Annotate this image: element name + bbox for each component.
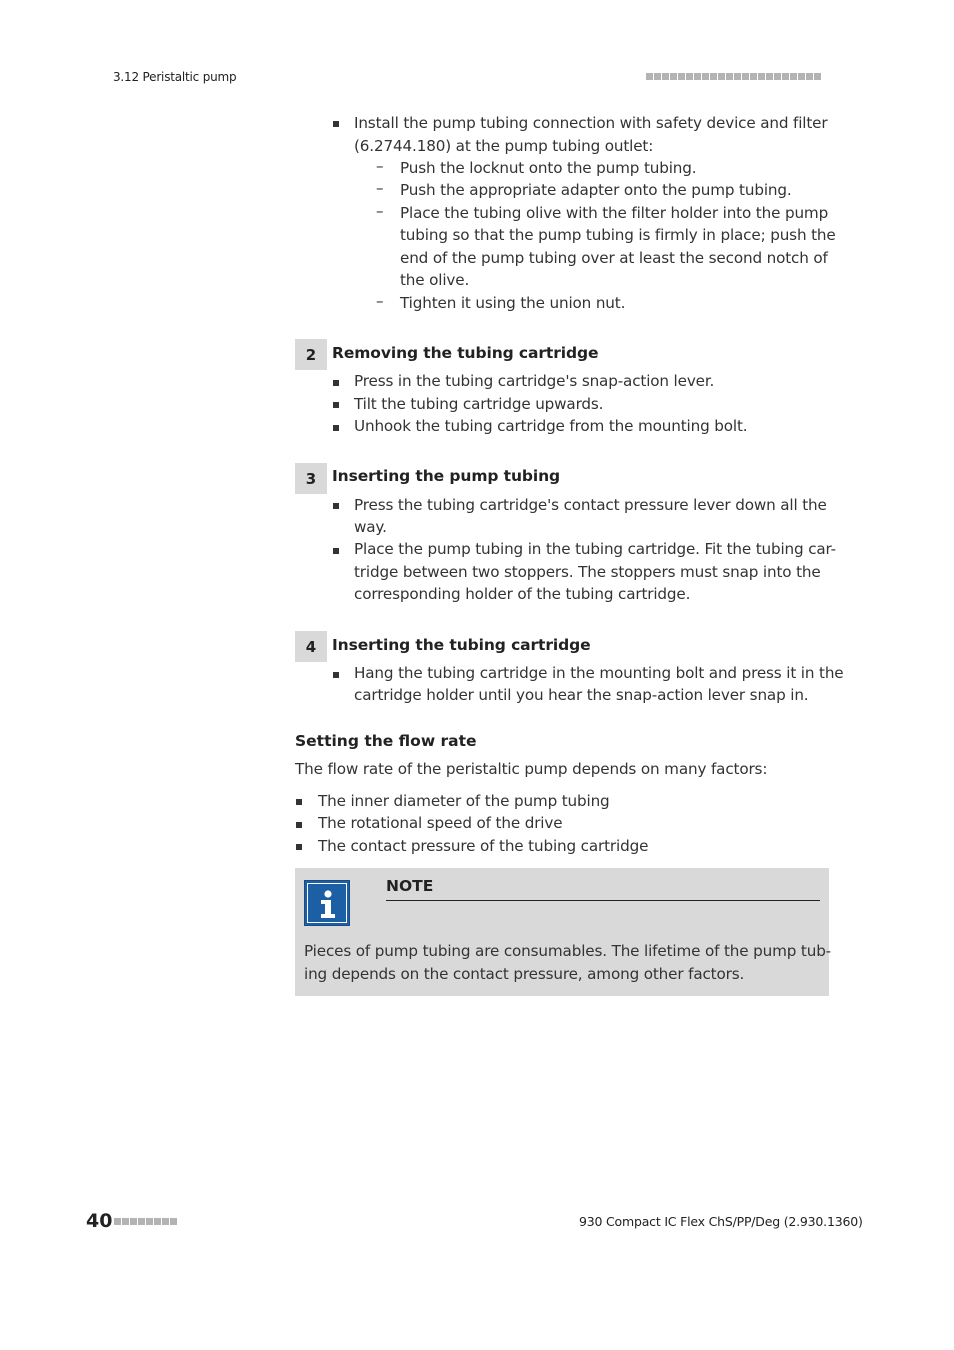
bullet-marker bbox=[333, 503, 339, 509]
bullet-marker bbox=[296, 844, 302, 850]
step-title: Removing the tubing cartridge bbox=[332, 344, 599, 362]
bullet-marker bbox=[333, 402, 339, 408]
step-number-box: 2 bbox=[295, 339, 327, 370]
list-item-text: (6.2744.180) at the pump tubing outlet: bbox=[354, 137, 654, 155]
note-title: NOTE bbox=[386, 877, 434, 895]
step-number-box: 4 bbox=[295, 631, 327, 662]
sub-item-text: tubing so that the pump tubing is firmly in place; push the bbox=[400, 226, 836, 244]
bullet-marker bbox=[333, 121, 339, 127]
list-item-text: Unhook the tubing cartridge from the mounting bolt. bbox=[354, 417, 748, 435]
note-text: ing depends on the contact pressure, among other factors. bbox=[304, 965, 745, 983]
step-title: Inserting the tubing cartridge bbox=[332, 636, 591, 654]
bullet-marker bbox=[333, 548, 339, 554]
step-number-box: 3 bbox=[295, 463, 327, 494]
list-item-text: The rotational speed of the drive bbox=[318, 814, 563, 832]
dash-marker: – bbox=[376, 202, 384, 220]
info-icon bbox=[304, 880, 350, 926]
bullet-marker bbox=[333, 672, 339, 678]
sub-item-text: Place the tubing olive with the filter holder into the pump bbox=[400, 204, 829, 222]
list-item-text: Place the pump tubing in the tubing cartridge. Fit the tubing car- bbox=[354, 540, 837, 558]
sub-item-text: Tighten it using the union nut. bbox=[400, 294, 626, 312]
dash-marker: – bbox=[376, 292, 384, 310]
sub-item-text: Push the appropriate adapter onto the pump tubing. bbox=[400, 181, 792, 199]
sub-item-text: end of the pump tubing over at least the second notch of bbox=[400, 249, 828, 267]
list-item-text: corresponding holder of the tubing cartridge. bbox=[354, 585, 691, 603]
note-text: Pieces of pump tubing are consumables. The lifetime of the pump tub- bbox=[304, 942, 832, 960]
list-item-text: Tilt the tubing cartridge upwards. bbox=[354, 395, 604, 413]
header-decor-squares bbox=[646, 73, 821, 80]
step-title: Inserting the pump tubing bbox=[332, 467, 561, 485]
bullet-marker bbox=[333, 425, 339, 431]
document-title: 930 Compact IC Flex ChS/PP/Deg (2.930.1360) bbox=[579, 1214, 863, 1229]
footer-decor-squares bbox=[114, 1218, 177, 1225]
list-item-text: tridge between two stoppers. The stoppers must snap into the bbox=[354, 563, 821, 581]
paragraph: The flow rate of the peristaltic pump depends on many factors: bbox=[295, 760, 768, 778]
note-divider bbox=[386, 900, 820, 901]
dash-marker: – bbox=[376, 157, 384, 175]
list-item-text: Press in the tubing cartridge's snap-action lever. bbox=[354, 372, 715, 390]
page-number: 40 bbox=[86, 1210, 113, 1232]
list-item-text: Hang the tubing cartridge in the mounting bolt and press it in the bbox=[354, 664, 844, 682]
bullet-marker bbox=[333, 380, 339, 386]
sub-item-text: Push the locknut onto the pump tubing. bbox=[400, 159, 697, 177]
list-item-text: cartridge holder until you hear the snap-action lever snap in. bbox=[354, 686, 809, 704]
running-header-section: 3.12 Peristaltic pump bbox=[113, 70, 237, 84]
sub-item-text: the olive. bbox=[400, 271, 470, 289]
list-item-text: The inner diameter of the pump tubing bbox=[318, 792, 610, 810]
bullet-marker bbox=[296, 799, 302, 805]
section-heading: Setting the flow rate bbox=[295, 732, 477, 750]
bullet-marker bbox=[296, 822, 302, 828]
list-item-text: Install the pump tubing connection with safety device and filter bbox=[354, 114, 828, 132]
list-item-text: way. bbox=[354, 518, 387, 536]
list-item-text: The contact pressure of the tubing cartridge bbox=[318, 837, 649, 855]
dash-marker: – bbox=[376, 179, 384, 197]
list-item-text: Press the tubing cartridge's contact pressure lever down all the bbox=[354, 496, 827, 514]
